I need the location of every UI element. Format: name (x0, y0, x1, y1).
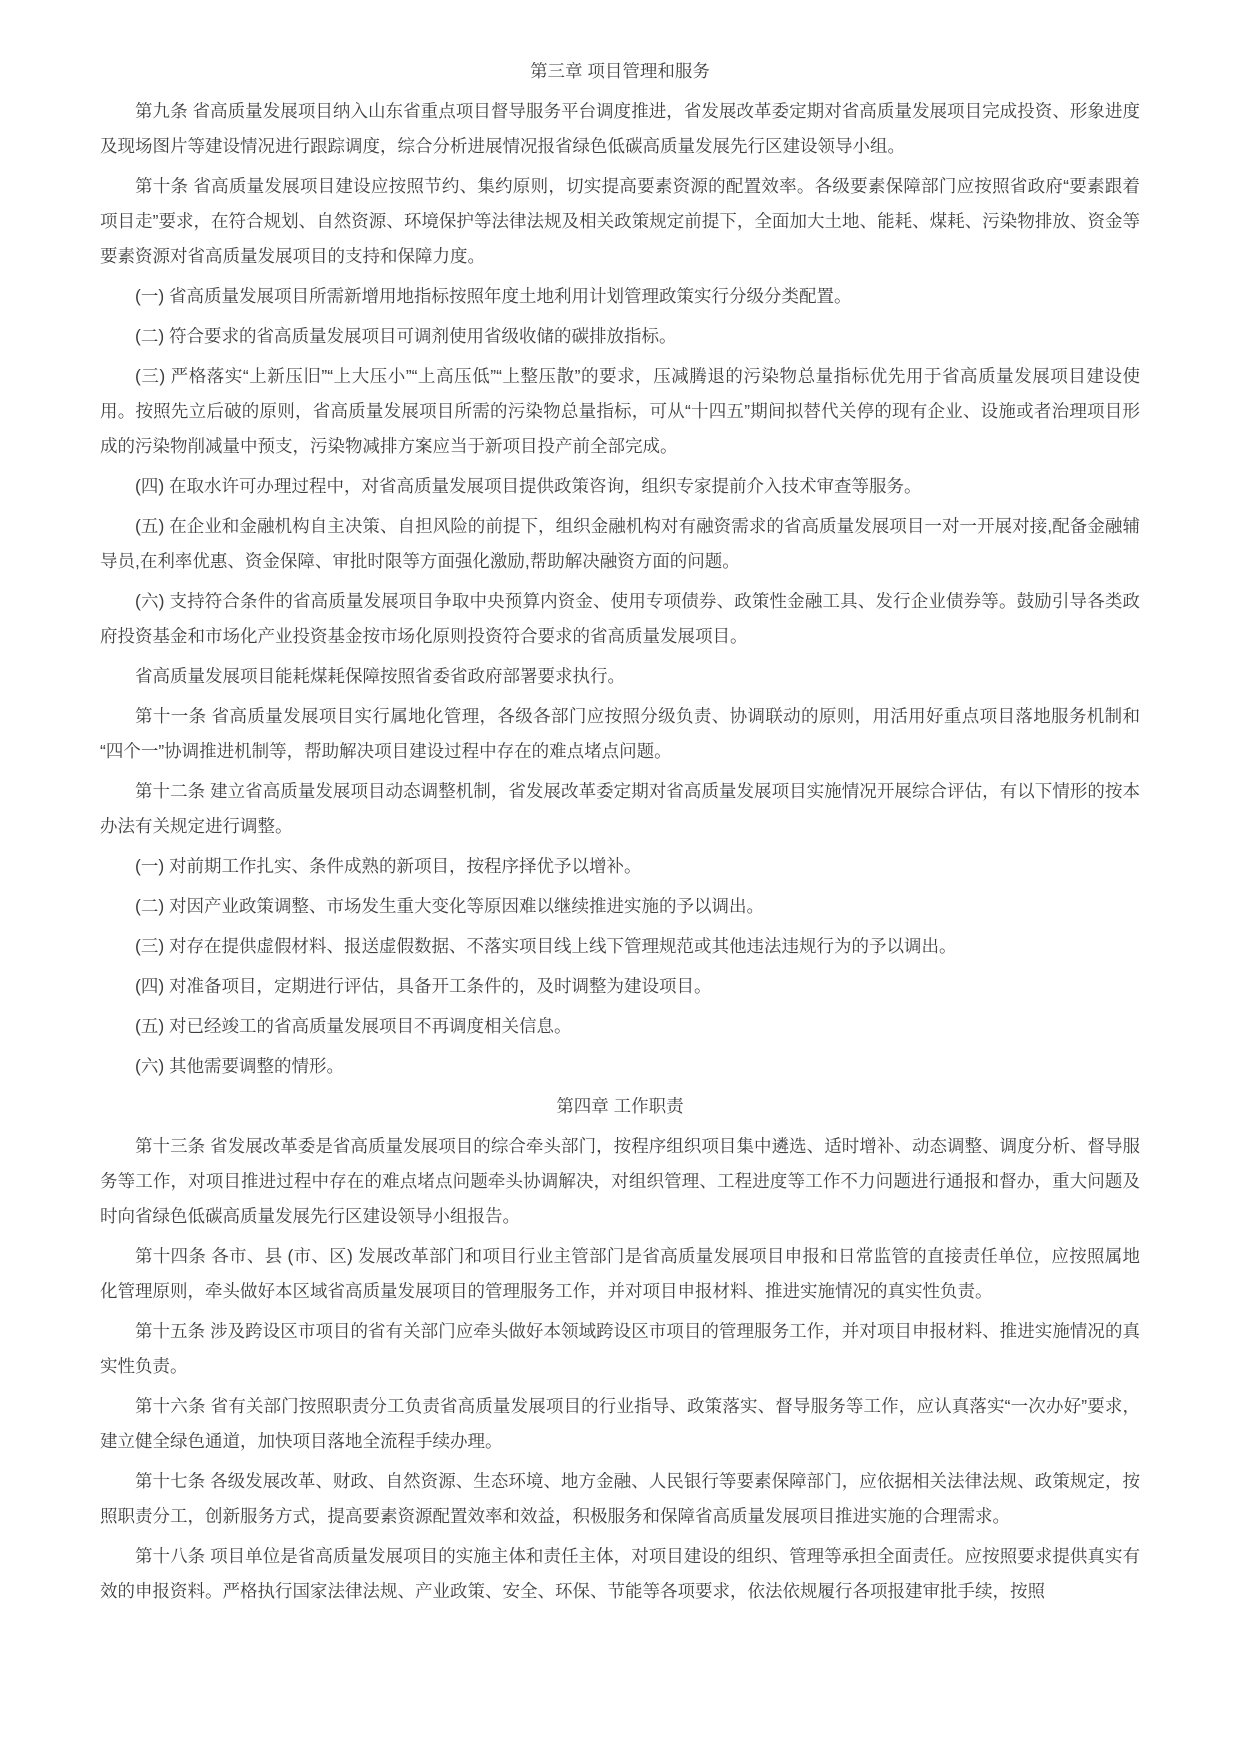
paragraph: (六) 支持符合条件的省高质量发展项目争取中央预算内资金、使用专项债券、政策性金融工具、发行企业债券等。鼓励引导各类政府投资基金和市场化产业投资基金按市场化原则投资符合要求的省高质量发展项目。 (100, 591, 1140, 646)
paragraph: (三) 严格落实“上新压旧”“上大压小”“上高压低”“上整压散”的要求，压减腾退的污染物总量指标优先用于省高质量发展项目建设使用。按照先立后破的原则，省高质量发展项目所需的污染物总量指标，可从“十四五”期间拟替代关停的现有企业、设施或者治理项目形成的污染物削减量中预支，污染物减排方案应当于新项目投产前全部完成。 (100, 366, 1140, 456)
paragraph: (四) 对准备项目，定期进行评估，具备开工条件的，及时调整为建设项目。 (135, 976, 712, 996)
paragraph: (一) 对前期工作扎实、条件成熟的新项目，按程序择优予以增补。 (135, 856, 642, 876)
paragraph: (二) 对因产业政策调整、市场发生重大变化等原因难以继续推进实施的予以调出。 (135, 896, 765, 916)
document-body (100, 54, 1140, 1609)
paragraph: 第十八条 项目单位是省高质量发展项目的实施主体和责任主体，对项目建设的组织、管理等承担全面责任。应按照要求提供真实有效的申报资料。严格执行国家法律法规、产业政策、安全、环保、节能等各项要求，依法依规履行各项报建审批手续，按照 (100, 1546, 1140, 1601)
paragraph: (五) 对已经竣工的省高质量发展项目不再调度相关信息。 (135, 1016, 572, 1036)
paragraph: 第十二条 建立省高质量发展项目动态调整机制，省发展改革委定期对省高质量发展项目实施情况开展综合评估，有以下情形的按本办法有关规定进行调整。 (100, 781, 1140, 836)
paragraph: 第十五条 涉及跨设区市项目的省有关部门应牵头做好本领域跨设区市项目的管理服务工作，并对项目申报材料、推进实施情况的真实性负责。 (100, 1321, 1140, 1376)
chapter-heading: 第四章 工作职责 (556, 1096, 684, 1116)
paragraph: 第十条 省高质量发展项目建设应按照节约、集约原则，切实提高要素资源的配置效率。各级要素保障部门应按照省政府“要素跟着项目走”要求，在符合规划、自然资源、环境保护等法律法规及相关政策规定前提下，全面加大土地、能耗、煤耗、污染物排放、资金等要素资源对省高质量发展项目的支持和保障力度。 (100, 176, 1140, 266)
paragraph: 第十六条 省有关部门按照职责分工负责省高质量发展项目的行业指导、政策落实、督导服务等工作，应认真落实“一次办好”要求，建立健全绿色通道，加快项目落地全流程手续办理。 (100, 1396, 1140, 1451)
paragraph: 第十七条 各级发展改革、财政、自然资源、生态环境、地方金融、人民银行等要素保障部门，应依据相关法律法规、政策规定，按照职责分工，创新服务方式，提高要素资源配置效率和效益，积极服务和保障省高质量发展项目推进实施的合理需求。 (100, 1471, 1140, 1526)
paragraph: (二) 符合要求的省高质量发展项目可调剂使用省级收储的碳排放指标。 (135, 326, 677, 346)
paragraph: 第十四条 各市、县 (市、区) 发展改革部门和项目行业主管部门是省高质量发展项目申报和日常监管的直接责任单位，应按照属地化管理原则，牵头做好本区域省高质量发展项目的管理服务工作，并对项目申报材料、推进实施情况的真实性负责。 (100, 1246, 1140, 1301)
paragraph: (四) 在取水许可办理过程中，对省高质量发展项目提供政策咨询，组织专家提前介入技术审查等服务。 (135, 476, 922, 496)
paragraph: (五) 在企业和金融机构自主决策、自担风险的前提下，组织金融机构对有融资需求的省高质量发展项目一对一开展对接,配备金融辅导员,在利率优惠、资金保障、审批时限等方面强化激励,帮助解决融资方面的问题。 (100, 516, 1140, 571)
chapter-heading: 第三章 项目管理和服务 (530, 61, 710, 81)
paragraph: 省高质量发展项目能耗煤耗保障按照省委省政府部署要求执行。 (135, 666, 625, 686)
paragraph: 第十三条 省发展改革委是省高质量发展项目的综合牵头部门，按程序组织项目集中遴选、适时增补、动态调整、调度分析、督导服务等工作，对项目推进过程中存在的难点堵点问题牵头协调解决，对组织管理、工程进度等工作不力问题进行通报和督办，重大问题及时向省绿色低碳高质量发展先行区建设领导小组报告。 (100, 1136, 1140, 1226)
paragraph: 第十一条 省高质量发展项目实行属地化管理，各级各部门应按照分级负责、协调联动的原则，用活用好重点项目落地服务机制和“四个一”协调推进机制等，帮助解决项目建设过程中存在的难点堵点问题。 (100, 706, 1140, 761)
paragraph: (一) 省高质量发展项目所需新增用地指标按照年度土地利用计划管理政策实行分级分类配置。 (135, 286, 852, 306)
paragraph: (三) 对存在提供虚假材料、报送虚假数据、不落实项目线上线下管理规范或其他违法违规行为的予以调出。 (135, 936, 957, 956)
paragraph: 第九条 省高质量发展项目纳入山东省重点项目督导服务平台调度推进，省发展改革委定期对省高质量发展项目完成投资、形象进度及现场图片等建设情况进行跟踪调度，综合分析进展情况报省绿色低碳高质量发展先行区建设领导小组。 (100, 101, 1140, 156)
paragraph: (六) 其他需要调整的情形。 (135, 1056, 345, 1076)
